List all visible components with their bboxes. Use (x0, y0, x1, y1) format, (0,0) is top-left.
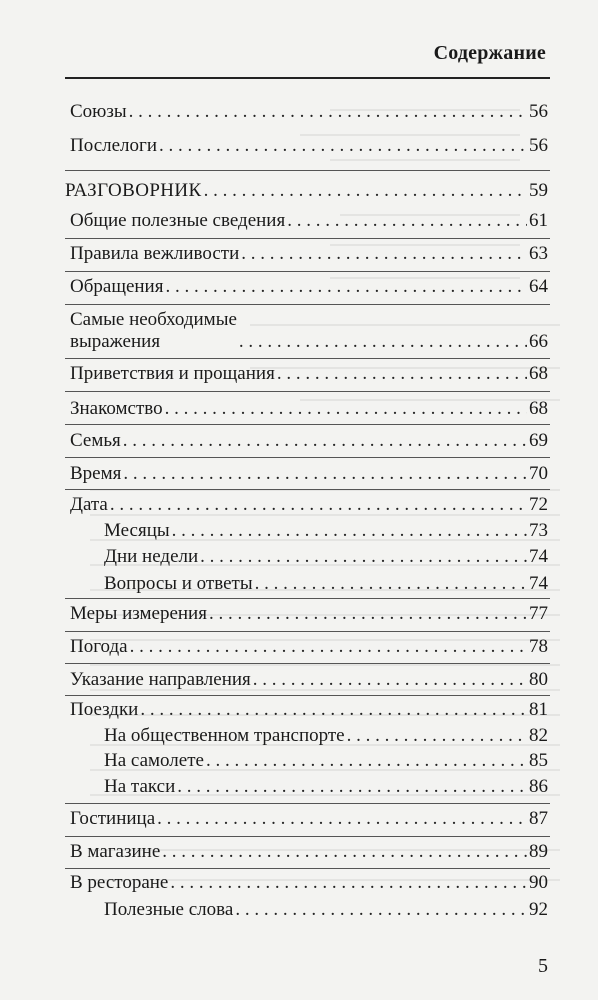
toc-entry-page: 69 (529, 430, 548, 451)
toc-entry-label: Вопросы и ответы (104, 573, 253, 594)
toc-leader-dots (165, 398, 527, 420)
toc-leader-dots (277, 363, 527, 385)
toc-entry-page: 61 (529, 210, 548, 231)
toc-leader-dots (347, 725, 527, 747)
toc-entry-label: Общие полезные сведения (70, 210, 286, 231)
toc-entry[interactable] (70, 669, 548, 691)
toc-leader-dots (162, 841, 527, 863)
toc-entry-page: 78 (529, 636, 548, 657)
toc-entry-page: 72 (529, 494, 548, 515)
toc-entry[interactable] (70, 872, 548, 894)
toc-entry-page: 85 (529, 750, 548, 771)
toc-entry-page: 74 (529, 573, 548, 594)
section-divider (65, 304, 550, 305)
toc-leader-dots (253, 669, 527, 691)
toc-leader-dots (170, 872, 527, 894)
toc-leader-dots (209, 603, 527, 625)
toc-entry-label: Приветствия и прощания (70, 363, 275, 384)
toc-entry[interactable] (70, 494, 548, 516)
toc-entry-label: Гостиница (70, 808, 156, 829)
toc-entry-page: 74 (529, 546, 548, 567)
toc-entry-page: 87 (529, 808, 548, 829)
toc-entry-label: Знакомство (70, 398, 163, 419)
toc-entry-label: Правила вежливости (70, 243, 240, 264)
page-header-title: Содержание (433, 42, 546, 64)
toc-entry-label: Время (70, 463, 122, 484)
toc-leader-dots (165, 276, 527, 298)
toc-subentry[interactable] (104, 546, 548, 568)
toc-leader-dots (200, 546, 527, 568)
toc-entry[interactable] (70, 398, 548, 420)
toc-entry-page: 80 (529, 669, 548, 690)
toc-entry[interactable] (70, 101, 548, 123)
toc-entry-label: Семья (70, 430, 121, 451)
toc-entry-page: 89 (529, 841, 548, 862)
toc-entry-label: В магазине (70, 841, 161, 862)
toc-leader-dots (129, 101, 527, 123)
toc-subentry[interactable] (104, 520, 548, 542)
toc-subentry[interactable] (104, 725, 548, 747)
section-divider (65, 836, 550, 837)
toc-entry[interactable] (70, 808, 548, 830)
section-divider (65, 238, 550, 239)
toc-entry[interactable] (70, 699, 548, 721)
toc-entry-label: Погода (70, 636, 128, 657)
toc-leader-dots (177, 776, 527, 798)
section-divider (65, 663, 550, 664)
toc-entry-page: 77 (529, 603, 548, 624)
toc-entry[interactable] (70, 363, 548, 385)
toc-entry-page: 66 (529, 331, 548, 352)
toc-leader-dots (255, 573, 527, 595)
toc-entry-page: 73 (529, 520, 548, 541)
section-divider (65, 170, 550, 171)
section-divider (65, 631, 550, 632)
toc-entry-label: На самолете (104, 750, 204, 771)
toc-leader-dots (123, 430, 527, 452)
toc-entry-page: 68 (529, 398, 548, 419)
toc-entry-label: Поездки (70, 699, 139, 720)
section-divider (65, 424, 550, 425)
toc-entry-page: 70 (529, 463, 548, 484)
toc-entry-label: Указание направления (70, 669, 251, 690)
toc-leader-dots (241, 243, 527, 265)
toc-entry-page: 81 (529, 699, 548, 720)
toc-entry-page: 59 (529, 180, 548, 201)
toc-entry-label (70, 309, 237, 353)
toc-entry-label: Дни недели (104, 546, 199, 567)
section-divider (65, 803, 550, 804)
toc-subentry[interactable] (104, 776, 548, 798)
toc-entry-label: Обращения (70, 276, 164, 297)
toc-leader-dots (159, 135, 527, 157)
section-divider (65, 489, 550, 490)
toc-entry[interactable] (70, 309, 548, 353)
toc-entry[interactable] (70, 135, 548, 157)
section-divider (65, 358, 550, 359)
section-divider (65, 695, 550, 696)
toc-subentry[interactable] (104, 750, 548, 772)
toc-leader-dots (172, 520, 527, 542)
toc-entry[interactable] (70, 841, 548, 863)
toc-entry-label: Меры измерения (70, 603, 207, 624)
toc-subentry[interactable] (104, 573, 548, 595)
toc-entry-page: 82 (529, 725, 548, 746)
toc-entry[interactable] (70, 210, 548, 232)
toc-leader-dots (140, 699, 527, 721)
toc-entry[interactable] (70, 636, 548, 658)
toc-entry-label: На общественном транспорте (104, 725, 345, 746)
toc-section-entry[interactable] (65, 180, 548, 202)
toc-entry-page: 64 (529, 276, 548, 297)
section-divider (65, 391, 550, 392)
toc-leader-dots (157, 808, 527, 830)
toc-entry-label: Союзы (70, 101, 127, 122)
toc-entry-page: 90 (529, 872, 548, 893)
toc-leader-dots (287, 210, 527, 232)
toc-entry[interactable] (70, 243, 548, 265)
toc-leader-dots (110, 494, 527, 516)
toc-entry-label: Послелоги (70, 135, 157, 156)
toc-entry-label-line2: выражения (70, 331, 161, 352)
toc-entry-page: 56 (529, 101, 548, 122)
toc-entry-label-line1: Самые необходимые (70, 309, 237, 330)
toc-entry-page: 86 (529, 776, 548, 797)
section-divider (65, 271, 550, 272)
page-number: 5 (538, 955, 548, 977)
toc-subentry[interactable] (104, 899, 548, 921)
toc-section-label: РАЗГОВОРНИК (65, 180, 202, 201)
toc-entry-label: На такси (104, 776, 176, 797)
toc-entry-label: Месяцы (104, 520, 170, 541)
section-divider (65, 457, 550, 458)
toc-leader-dots (206, 750, 527, 772)
toc-entry[interactable] (70, 430, 548, 452)
section-divider (65, 598, 550, 599)
toc-entry-page: 68 (529, 363, 548, 384)
toc-entry[interactable] (70, 463, 548, 485)
section-divider (65, 868, 550, 869)
toc-entry-label: Дата (70, 494, 108, 515)
toc-leader-dots (239, 331, 527, 353)
toc-leader-dots (123, 463, 527, 485)
toc-entry-page: 92 (529, 899, 548, 920)
toc-entry-label: В ресторане (70, 872, 169, 893)
toc-leader-dots (204, 180, 527, 202)
toc-entry-page: 56 (529, 135, 548, 156)
toc-entry-label: Полезные слова (104, 899, 234, 920)
toc-entry[interactable] (70, 603, 548, 625)
toc-entry[interactable] (70, 276, 548, 298)
toc-leader-dots (130, 636, 527, 658)
toc-entry-page: 63 (529, 243, 548, 264)
toc-leader-dots (235, 899, 527, 921)
